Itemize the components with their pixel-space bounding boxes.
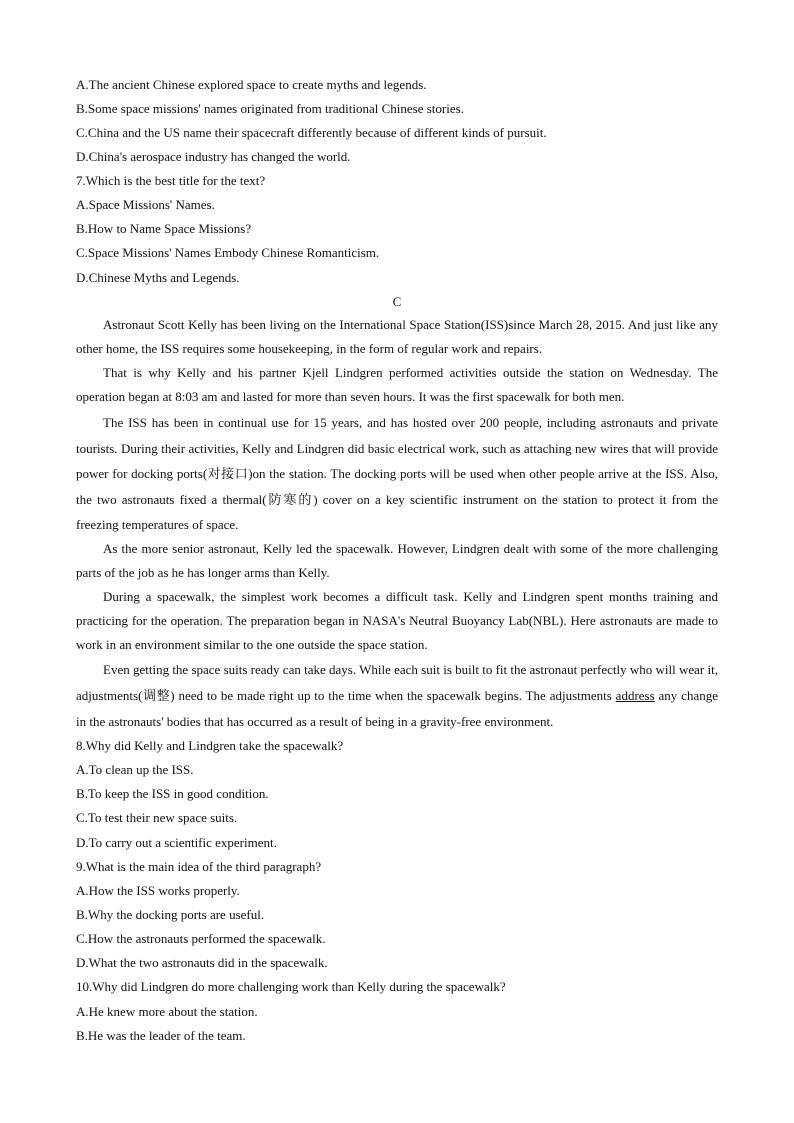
q6-option-c: C.China and the US name their spacecraft differently because of different kinds of pursuit. (76, 125, 547, 140)
q6-option-a: A.The ancient Chinese explored space to create myths and legends. (76, 77, 427, 92)
q8-option-a: A.To clean up the ISS. (76, 762, 194, 777)
q9-option-b: B.Why the docking ports are useful. (76, 907, 265, 922)
q6-option-d: D.China's aerospace industry has changed the world. (76, 149, 351, 164)
q9-option-c: C.How the astronauts performed the spacewalk. (76, 931, 326, 946)
passage-paragraph-6 (76, 657, 718, 735)
q7-question: 7.Which is the best title for the text? (76, 173, 266, 188)
q8-option-c: C.To test their new space suits. (76, 810, 238, 825)
passage-paragraph-3: The ISS has been in continual use for 15 years, and has hosted over 200 people, including astronauts and private tourists. During their activities, Kelly and Lindgren did basic electrical work, such as attaching new wires that will provide power for docking ports(对接口)on the station. The docking ports will be used when other people arrive at the ISS. Also, the two astronauts fixed a thermal(防寒的) cover on a key scientific instrument on the station to protect it from the freezing temperatures of space. (76, 415, 718, 532)
passage-paragraph-4: As the more senior astronaut, Kelly led the spacewalk. However, Lindgren dealt with some of the more challenging parts of the job as he has longer arms than Kelly. (76, 541, 718, 580)
q8-option-b: B.To keep the ISS in good condition. (76, 786, 269, 801)
q10-option-b: B.He was the leader of the team. (76, 1028, 246, 1043)
underlined-word: address (615, 688, 655, 703)
q7-option-b: B.How to Name Space Missions? (76, 221, 252, 236)
q10-option-a: A.He knew more about the station. (76, 1004, 258, 1019)
q9-question: 9.What is the main idea of the third paragraph? (76, 859, 322, 874)
passage-paragraph-1: Astronaut Scott Kelly has been living on the International Space Station(ISS)since March 28, 2015. And just like any other home, the ISS requires some housekeeping, in the form of regular work and repairs. (76, 317, 718, 356)
q7-option-d: D.Chinese Myths and Legends. (76, 270, 240, 285)
q6-option-b: B.Some space missions' names originated from traditional Chinese stories. (76, 101, 464, 116)
q9-option-a: A.How the ISS works properly. (76, 883, 240, 898)
paragraph-6-text-after: any change in the astronauts' bodies that has occurred as a result of being in a gravity-free environment. (76, 688, 718, 729)
q7-option-c: C.Space Missions' Names Embody Chinese Romanticism. (76, 245, 380, 260)
section-label: C (392, 294, 402, 309)
q9-option-d: D.What the two astronauts did in the spacewalk. (76, 955, 328, 970)
q8-option-d: D.To carry out a scientific experiment. (76, 835, 277, 850)
q8-question: 8.Why did Kelly and Lindgren take the spacewalk? (76, 738, 344, 753)
passage-paragraph-5: During a spacewalk, the simplest work becomes a difficult task. Kelly and Lindgren spent months training and practicing for the operation. The preparation began in NASA's Neutral Buoyancy Lab(NBL). Here astronauts are made to work in an environment similar to the one outside the space station. (76, 589, 718, 652)
q7-option-a: A.Space Missions' Names. (76, 197, 215, 212)
paragraph-6-text-before: Even getting the space suits ready can take days. While each suit is built to fit the astronaut perfectly who will wear it, adjustments(调整) need to be made right up to the time when the spacewalk begins. The adjustments (76, 662, 718, 703)
passage-paragraph-2: That is why Kelly and his partner Kjell Lindgren performed activities outside the station on Wednesday. The operation began at 8:03 am and lasted for more than seven hours. It was the first spacewalk for both men. (76, 365, 718, 404)
q10-question: 10.Why did Lindgren do more challenging work than Kelly during the spacewalk? (76, 979, 506, 994)
